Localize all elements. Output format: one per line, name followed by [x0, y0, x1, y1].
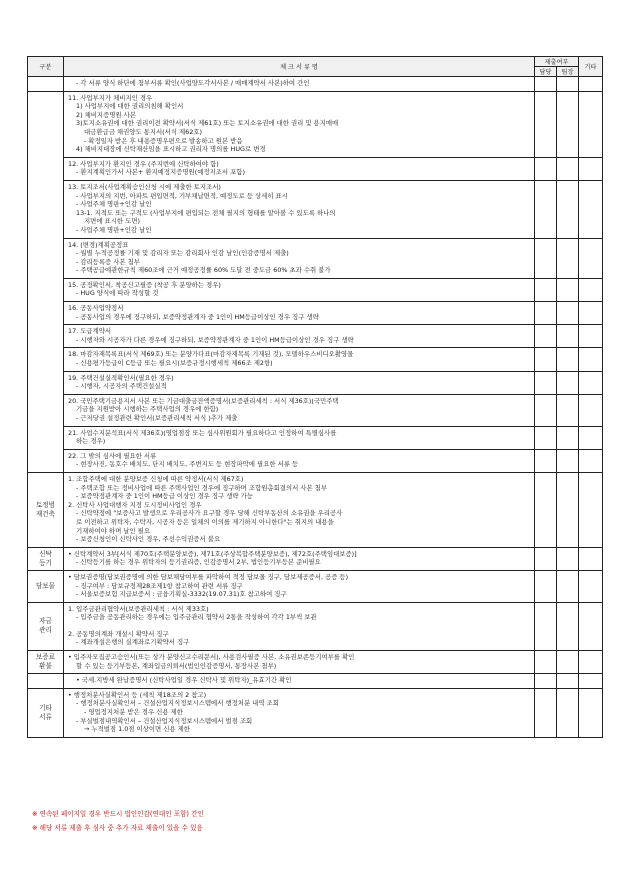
other-cell	[579, 238, 603, 278]
owner-check-cell[interactable]	[535, 91, 557, 157]
checklist-line: 대금환급금 채권양도 통지서(서식 제62호)	[84, 127, 202, 136]
checklist-item	[64, 570, 535, 602]
checklist-line: 18. 마감자재목록표(서식 제69호) 또는 분양가다표(마감자재목록 기재된 것), 모델하우스비디오촬영물	[68, 350, 354, 359]
other-cell	[579, 570, 603, 602]
other-cell	[579, 371, 603, 394]
checklist-line: • 입주자모집공고승인서(또는 상가 분양신고수리문서), 사용검사필증 사본, 소유권보존등기여부를 확인	[68, 653, 355, 662]
checklist-line: 3)토지소유권에 대한 권리이전 확약서(서식 제61호) 또는 토지소유권에 대한 권리 및 용지매매	[76, 119, 339, 128]
other-cell	[579, 180, 603, 238]
checklist-line: 20. 국민주택기금용지서 사본 또는 기금대출금잔액증명서(보증관리세칙 : 서식 제36호)(국민주택	[68, 396, 339, 405]
checklist-line: 4) 체비지대장에 신탁재산임을 표시하고 권리자 명의를 HUG로 변경	[76, 145, 266, 154]
category-cell: 담보물	[28, 570, 64, 602]
checklist-line: 1. 입주금관리협약서(보증관리세칙 : 서식 제33호)	[68, 604, 209, 613]
other-cell	[579, 348, 603, 371]
owner-check-cell[interactable]	[535, 325, 557, 348]
owner-check-cell[interactable]	[535, 77, 557, 92]
checklist-item	[64, 371, 535, 394]
checklist-line: - 계좌개설은행의 실계좌로기확약서 징구	[76, 638, 190, 647]
category-cell: 토정범 재건축	[28, 472, 64, 547]
checklist-line: 17. 도급계약서	[68, 327, 112, 336]
category-cell	[28, 91, 64, 472]
checklist-item	[64, 394, 535, 426]
other-cell	[579, 394, 603, 426]
checklist-table	[27, 56, 603, 738]
category-cell: 신탁 등기	[28, 547, 64, 570]
header-checklist: 체 크 서 류 명	[64, 57, 535, 77]
checklist-line: - 부실벌점내역확인서 – 건설산업지식정보시스템에서 벌점 조회	[76, 716, 253, 725]
top-row-text	[64, 77, 535, 92]
team-check-cell[interactable]	[557, 602, 579, 650]
owner-check-cell[interactable]	[535, 674, 557, 689]
checklist-line: 21. 사업수지분석표(서식 제36호)(영업점장 또는 심사위원회가 필요하다고 인정하여 특별심사를	[68, 428, 337, 437]
checklist-line: - 환지계획인가서 사본+ 환지예정지증명원(예정지조서 포함)	[76, 168, 245, 177]
owner-check-cell[interactable]	[535, 278, 557, 301]
owner-check-cell[interactable]	[535, 688, 557, 737]
team-check-cell[interactable]	[557, 472, 579, 547]
checklist-item	[64, 426, 535, 449]
checklist-line: 22. 그 밖의 심사에 필요한 서류	[68, 451, 157, 460]
checklist-item	[64, 674, 535, 689]
checklist-line: 할 수 있는 등기부등본, 계좌입금의뢰서(법인인감증명서, 통장사본 첨부)	[76, 661, 277, 670]
owner-check-cell[interactable]	[535, 302, 557, 325]
checklist-line: 13. 토지조서(사업계획승인신청 시에 제출한 토지조서)	[68, 182, 221, 191]
footer-note-2: ※ 해당 서류 제출 후 심사 중 추가 자료 제출이 있을 수 있음	[32, 824, 203, 832]
other-cell	[579, 426, 603, 449]
checklist-line: → 누적벌점 1.0점 이상이면 신용 제한	[84, 725, 190, 734]
checklist-line: - 보증약정관계자 중 1인이 HM등급 이상인 경우 징구 생략 가능	[76, 492, 253, 501]
checklist-line: - 공동사업의 경우에 징구하되, 보증약정관계자 중 1인이 HM등급이상인 경우 징구 생략	[76, 312, 319, 321]
owner-check-cell[interactable]	[535, 570, 557, 602]
checklist-line: - 영업정지처분 받은 경우 신용 제한	[84, 708, 183, 717]
team-check-cell[interactable]	[557, 570, 579, 602]
other-cell	[579, 674, 603, 689]
other-cell	[579, 77, 603, 92]
checklist-line: - 신탁등기를 하는 경우 위탁자의 등기권리증, 인감증명서 2부, 법인등기부등본 준비필요	[76, 558, 321, 567]
team-check-cell[interactable]	[557, 302, 579, 325]
checklist-line: - 감리등록증 사본 첨부	[76, 257, 140, 266]
other-cell	[579, 472, 603, 547]
header-team: 팀장	[557, 67, 579, 77]
checklist-line: 로 이전하고 위탁자, 수탁자, 시공자 등은 일체의 이의를 제기하지 아니한다"는 취지의 내용을	[76, 517, 334, 526]
owner-check-cell[interactable]	[535, 157, 557, 180]
other-cell	[579, 278, 603, 301]
owner-check-cell[interactable]	[535, 547, 557, 570]
owner-check-cell[interactable]	[535, 651, 557, 674]
checklist-item	[64, 472, 535, 547]
checklist-line: 2. 신탁사 사업대행자 지정 도시정비사업인 경우	[68, 500, 202, 509]
checklist-line: • 행정처분사실확인서 등 (세칙 제18조의 2 참고)	[68, 690, 207, 699]
checklist-line: - 시행자와 시공자가 다른 경우에 징구하되, 보증약정관계자 중 1인이 HM등급이상인 경우 징구 생략	[76, 335, 354, 344]
header-submitted: 제출여부	[535, 57, 579, 67]
checklist-item	[64, 688, 535, 737]
checklist-item	[64, 238, 535, 278]
checklist-item	[64, 348, 535, 371]
checklist-line: - 시행자, 시공자의 주택건설실적	[76, 382, 167, 391]
checklist-item	[64, 325, 535, 348]
owner-check-cell[interactable]	[535, 449, 557, 472]
checklist-line: - 주택조합 또는 정비사업에 따른 주택사업인 경우에 징구하며 조합원총회결의서 사본 첨부	[76, 483, 328, 492]
checklist-line: - 행정처분사실확인서 – 건설산업지식정보시스템에서 행정처분 내역 조회	[76, 699, 279, 708]
checklist-line: - 각 서류 양식 하단에 첨부서류 확인(사업양도각서사본 / 매매계약서 사본)하여 간인	[76, 79, 310, 87]
checklist-line: 16. 공동사업약정서	[68, 304, 124, 313]
other-cell	[579, 547, 603, 570]
other-cell	[579, 157, 603, 180]
checklist-sheet	[27, 56, 602, 738]
team-check-cell[interactable]	[557, 157, 579, 180]
checklist-line: 지면에 표시한 도면)	[84, 217, 140, 226]
checklist-line: 기재하여야 하며 날인 필요	[76, 526, 151, 535]
checklist-line: - 사업부지의 지번, 아파트 편입면적, 기부채납면적, 예정도로 등 상세히 표시	[76, 191, 288, 200]
team-check-cell[interactable]	[557, 77, 579, 92]
category-cell: 자금 관리	[28, 602, 64, 650]
checklist-line: 12. 사업부지가 환지인 경우 (주지번에 신탁하여야 함)	[68, 159, 219, 168]
team-check-cell[interactable]	[557, 394, 579, 426]
checklist-line: 19. 주택건설실적확인서(필요한 경우)	[68, 373, 174, 382]
checklist-line: - 사업주체 명판+인감 날인	[76, 200, 152, 209]
owner-check-cell[interactable]	[535, 426, 557, 449]
checklist-line: - 서울보증보험 지급보증서 : 금융기획실-3332(19.07.31)호 참고하여 징구	[76, 590, 287, 599]
team-check-cell[interactable]	[557, 674, 579, 689]
other-cell	[579, 651, 603, 674]
checklist-line: - 징구여부 : 담보규정제28조제1항 참고하여 관련 서류 징구	[76, 581, 243, 590]
header-category: 구분	[28, 57, 64, 77]
team-check-cell[interactable]	[557, 91, 579, 157]
checklist-line: • 국세.지방세 완납증명서 (신탁사업일 경우 신탁사 및 위탁자)_유효기간 확인	[76, 676, 292, 685]
other-cell	[579, 688, 603, 737]
checklist-line: - 신용평가등급이 C등급 또는 필요시(보증규정시행세칙 제66조 제2항)	[76, 359, 273, 368]
checklist-item	[64, 449, 535, 472]
team-check-cell[interactable]	[557, 325, 579, 348]
checklist-line: - 확정일자 받은 후 내용증명우편으로 발송하고 원본 받음	[84, 136, 243, 145]
checklist-line: 13-1. 지적도 또는 구적도 (사업부지에 편입되는 전체 필지의 형태를 알아볼 수 있도록 하나의	[76, 208, 336, 217]
checklist-line: 1) 사업부지에 대한 권리의침해 확인서	[76, 102, 184, 111]
checklist-item	[64, 157, 535, 180]
checklist-line: - 보증신청인이 신탁사인 경우, 주선수익권증서 불요	[76, 535, 221, 544]
checklist-line: 2) 체비지증명원 사본	[76, 110, 137, 119]
header-owner: 담당	[535, 67, 557, 77]
checklist-item	[64, 547, 535, 570]
owner-check-cell[interactable]	[535, 602, 557, 650]
checklist-line: - 사업주체 명판+인감 날인	[76, 225, 152, 234]
owner-check-cell[interactable]	[535, 348, 557, 371]
other-cell	[579, 602, 603, 650]
team-check-cell[interactable]	[557, 180, 579, 238]
header-other: 기타	[579, 57, 603, 77]
checklist-line: - 근저당권 설정관련 확인서(보증관리세칙 서식 )추가 제출	[76, 414, 238, 422]
checklist-line: - 입주금을 공동관리하는 경우에는 입주금관리 협약서 2통을 작성하여 각각 1부씩 보관	[76, 613, 317, 622]
checklist-line: 11. 사업부지가 체비지인 경우	[68, 93, 153, 102]
category-cell: 보증료 환불	[28, 651, 64, 674]
team-check-cell[interactable]	[557, 238, 579, 278]
checklist-line: - 신탁약정에 "보증사고 발생으로 우리공사가 요구할 경우 당해 신탁부동산의 소유권을 우리공사	[76, 509, 343, 518]
category-cell: 기타 서류	[28, 688, 64, 737]
checklist-item	[64, 302, 535, 325]
checklist-line: - 월별 누적공정률 기재 및 감리자 또는 감리회사 인감 날인(인감증명서 제출)	[76, 249, 289, 258]
footer-note-1: ※ 연속된 페이지일 경우 반드시 법인인감(연대인 포함) 간인	[32, 810, 204, 818]
checklist-line: - HUG 양식에 따라 작성할 것	[76, 289, 159, 298]
team-check-cell[interactable]	[557, 688, 579, 737]
checklist-item	[64, 91, 535, 157]
checklist-item	[64, 602, 535, 650]
category-cell	[28, 77, 64, 92]
checklist-line: • 신탁계약서 3부[서식 제70호(주택분양보증), 제71호(주상복합주택분양보증), 제72호(주택임대보증)]	[68, 549, 357, 558]
team-check-cell[interactable]	[557, 371, 579, 394]
team-check-cell[interactable]	[557, 651, 579, 674]
category-cell	[28, 674, 64, 689]
checklist-line: 기금을 지원받아 시행하는 주택사업의 경우에 한함)	[76, 405, 219, 414]
owner-check-cell[interactable]	[535, 238, 557, 278]
other-cell	[579, 302, 603, 325]
team-check-cell[interactable]	[557, 348, 579, 371]
owner-check-cell[interactable]	[535, 472, 557, 547]
checklist-item	[64, 180, 535, 238]
checklist-line: 2. 공동명의계좌 개설시 확약서 징구	[68, 629, 169, 638]
checklist-line	[68, 622, 530, 630]
owner-check-cell[interactable]	[535, 180, 557, 238]
checklist-line: - 주택공급에관한규칙 제60조에 근거 예정공정률 60% 도달 전 중도금 60% 초과 수취 불가	[76, 266, 331, 275]
team-check-cell[interactable]	[557, 278, 579, 301]
checklist-line: • 담보권증명(담보권증명에 의한 담보채당여부를 파악하여 적정 담보물 징구, 담보제공증서, 공증 등)	[68, 572, 349, 581]
checklist-item	[64, 651, 535, 674]
checklist-line: - 현장사진, 동호수 배치도, 단지 배치도, 주변지도 등 현장파악에 필요한 서류 등	[76, 460, 299, 469]
team-check-cell[interactable]	[557, 449, 579, 472]
team-check-cell[interactable]	[557, 547, 579, 570]
other-cell	[579, 91, 603, 157]
team-check-cell[interactable]	[557, 426, 579, 449]
other-cell	[579, 449, 603, 472]
checklist-line: 15. 공정확인서, 착공신고필증 (착공 후 분양하는 경우)	[68, 280, 221, 289]
checklist-line: 1. 조합주택에 대한 분양보증 신청에 따른 약정서(서식 제67호)	[68, 474, 244, 483]
other-cell	[579, 325, 603, 348]
owner-check-cell[interactable]	[535, 371, 557, 394]
checklist-line: 하는 경우)	[76, 437, 106, 446]
checklist-item	[64, 278, 535, 301]
owner-check-cell[interactable]	[535, 394, 557, 426]
checklist-line: 14. (변경)계획공정표	[68, 240, 129, 249]
